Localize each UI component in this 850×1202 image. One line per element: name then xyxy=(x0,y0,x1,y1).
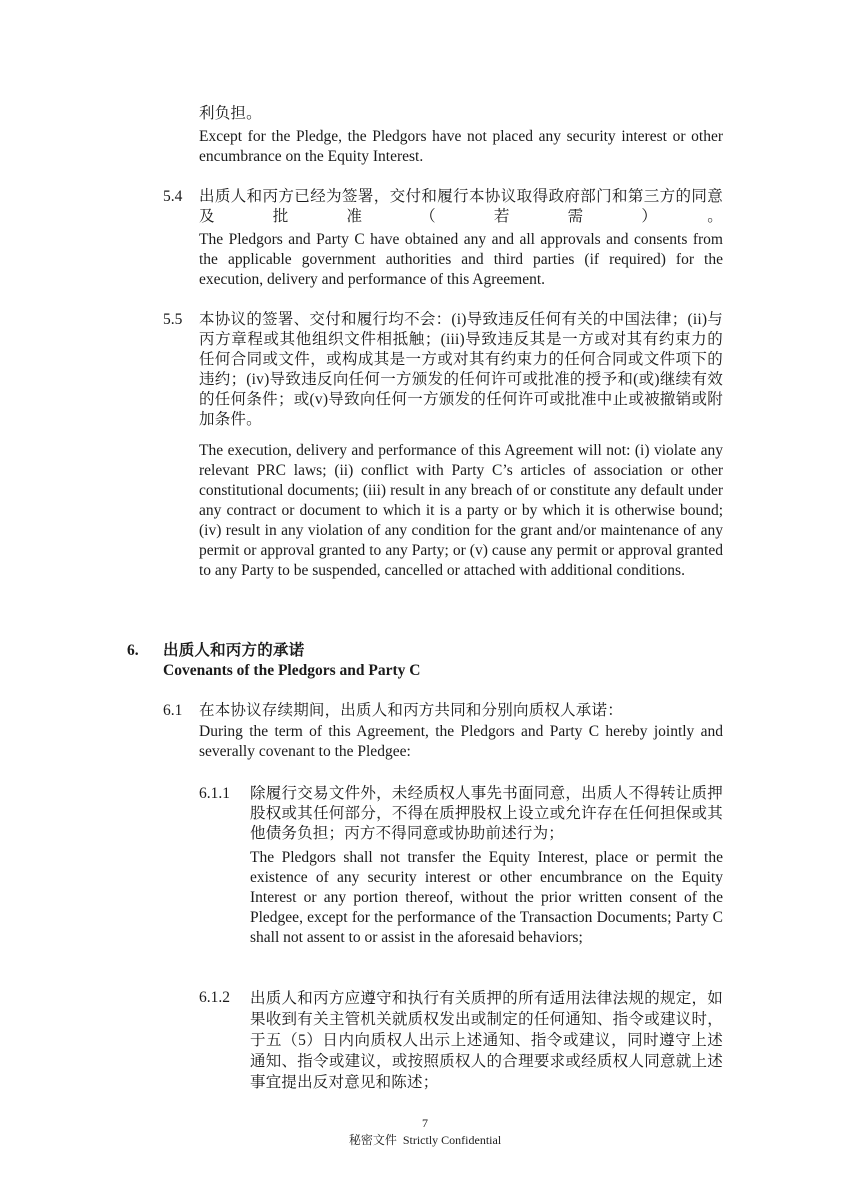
clause-6-1-zh: 在本协议存续期间，出质人和丙方共同和分别向质权人承诺： xyxy=(199,702,623,719)
clause-number-5-4: 5.4 xyxy=(163,188,183,205)
top-zh-tail: 利负担。 xyxy=(199,105,262,122)
clause-5-5-zh: 本协议的签署、交付和履行均不会：(i)导致违反任何有关的中国法律；(ii)与丙方章程或其他组织文件相抵触；(iii)导致违反其是一方或对其有约束力的任何合同或文件，或构成其是一方或对其有约束力的任何合同或文件项下的违约；(iv)导致违反向任何一方颁发的任何许可或批准的授予和(或)继续有效的任何条件；或(v)导致向任何一方颁发的任何许可或批准中止或被撤销或附加条件。 xyxy=(199,311,723,428)
clause-6-1-en: During the term of this Agreement, the Pledgors and Party C hereby jointly and severally covenant to the Pledgee: xyxy=(199,723,723,760)
clause-5-4-en: The Pledgors and Party C have obtained any and all approvals and consents from the applicable government authorities and third parties (if required) for the execution, delivery and performance of this Agreement. xyxy=(199,231,723,288)
section-6-heading-zh: 出质人和丙方的承诺 xyxy=(163,642,305,659)
clause-6-1-1-zh: 除履行交易文件外，未经质权人事先书面同意，出质人不得转让质押股权或其任何部分，不得在质押股权上设立或允许存在任何担保或其他债务负担；丙方不得同意或协助前述行为； xyxy=(250,785,723,842)
clause-6-1-1-en: The Pledgors shall not transfer the Equity Interest, place or permit the existence of any security interest or other encumbrance on the Equity Interest or any portion thereof, without the prior written consent of the Pledgee, except for the performance of the Transaction Documents; Party C shall not assent to or assist in the aforesaid behaviors; xyxy=(250,849,723,946)
clause-number-6-1-2: 6.1.2 xyxy=(199,989,230,1006)
clause-6-1-2-zh: 出质人和丙方应遵守和执行有关质押的所有适用法律法规的规定，如果收到有关主管机关就质权发出或制定的任何通知、指令或建议时，于五（5）日内向质权人出示上述通知、指令或建议，同时遵守上述通知、指令或建议，或按照质权人的合理要求或经质权人同意就上述事宜提出反对意见和陈述； xyxy=(250,990,723,1091)
section-6-heading-en: Covenants of the Pledgors and Party C xyxy=(163,662,421,679)
clause-5-4-zh: 出质人和丙方已经为签署，交付和履行本协议取得政府部门和第三方的同意及批准（若需）。 xyxy=(199,188,723,225)
page-number: 7 xyxy=(422,1116,428,1130)
clause-number-6-1: 6.1 xyxy=(163,702,183,719)
section-number-6: 6. xyxy=(127,642,139,659)
top-en: Except for the Pledge, the Pledgors have not placed any security interest or other encumbrance on the Equity Interest. xyxy=(199,128,723,165)
confidential-footer: 秘密文件 Strictly Confidential xyxy=(348,1133,502,1147)
clause-number-6-1-1: 6.1.1 xyxy=(199,785,230,802)
clause-5-5-en: The execution, delivery and performance of this Agreement will not: (i) violate any relevant PRC laws; (ii) conflict with Party C’s articles of association or other constitutional documents; (iii) result in any breach of or constitute any default under any contract or document to which it is a party or by which it is otherwise bound; (iv) result in any violation of any condition for the grant and/or maintenance of any permit or approval granted to any Party; or (v) cause any permit or approval granted to any Party to be suspended, cancelled or attached with additional conditions. xyxy=(199,442,723,579)
clause-number-5-5: 5.5 xyxy=(163,311,183,328)
